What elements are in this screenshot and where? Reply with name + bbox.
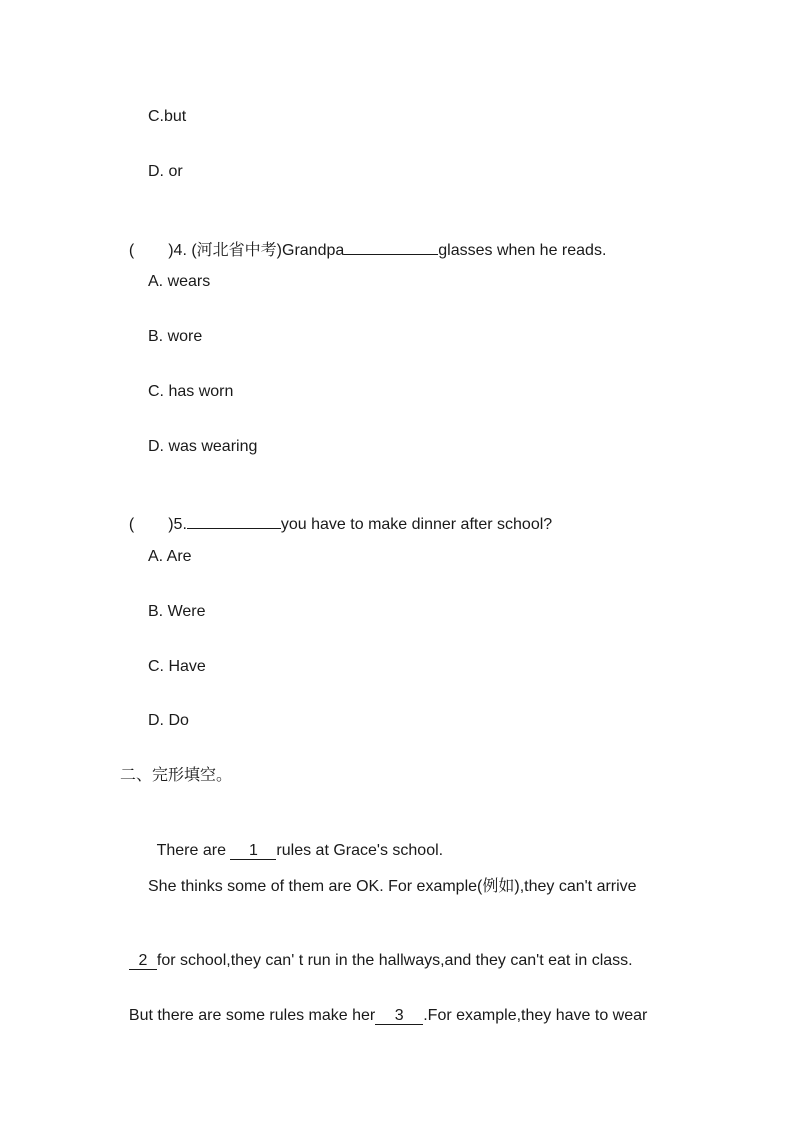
cloze-blank-1: 1: [230, 843, 276, 860]
q4-option-a: A. wears: [148, 273, 211, 290]
answer-blank: [187, 512, 281, 529]
q5-option-c: C. Have: [148, 658, 206, 675]
q4-option-b: B. wore: [148, 328, 203, 345]
q3-option-c: C.but: [148, 108, 187, 125]
answer-paren-close: )5.: [168, 516, 187, 533]
question-stem: (河北省中考)Grandpa: [191, 242, 345, 259]
section-heading: 二、完形填空。: [120, 767, 233, 784]
q5-option-a: A. Are: [148, 548, 192, 565]
answer-paren-close: )4.: [168, 242, 187, 259]
cloze-blank-2: 2: [129, 953, 157, 970]
question-stem-end: glasses when he reads.: [438, 242, 607, 259]
q5-option-d: D. Do: [148, 712, 189, 729]
answer-paren-open: (: [128, 516, 135, 533]
question-stem: you have to make dinner after school?: [280, 516, 553, 533]
q4-option-d: D. was wearing: [148, 438, 258, 455]
answer-blank: [344, 238, 438, 255]
q5-option-b: B. Were: [148, 603, 206, 620]
cloze-blank-3: 3: [375, 1008, 423, 1025]
cloze-line-1: There are 1 rules at Grace's school.: [156, 842, 444, 859]
q4-option-c: C. has worn: [148, 383, 234, 400]
cloze-line-2: She thinks some of them are OK. For example(例如),they can't arrive: [148, 878, 637, 895]
question-5: [120, 492, 552, 535]
cloze-line-3: 2 for school,they can' t run in the hallways,and they can't eat in class.: [120, 931, 633, 971]
question-4: [120, 218, 606, 261]
q3-option-d: D. or: [148, 163, 183, 180]
cloze-line-4: But there are some rules make her 3 .For example,they have to wear: [128, 1007, 648, 1024]
answer-paren-open: (: [128, 242, 135, 259]
